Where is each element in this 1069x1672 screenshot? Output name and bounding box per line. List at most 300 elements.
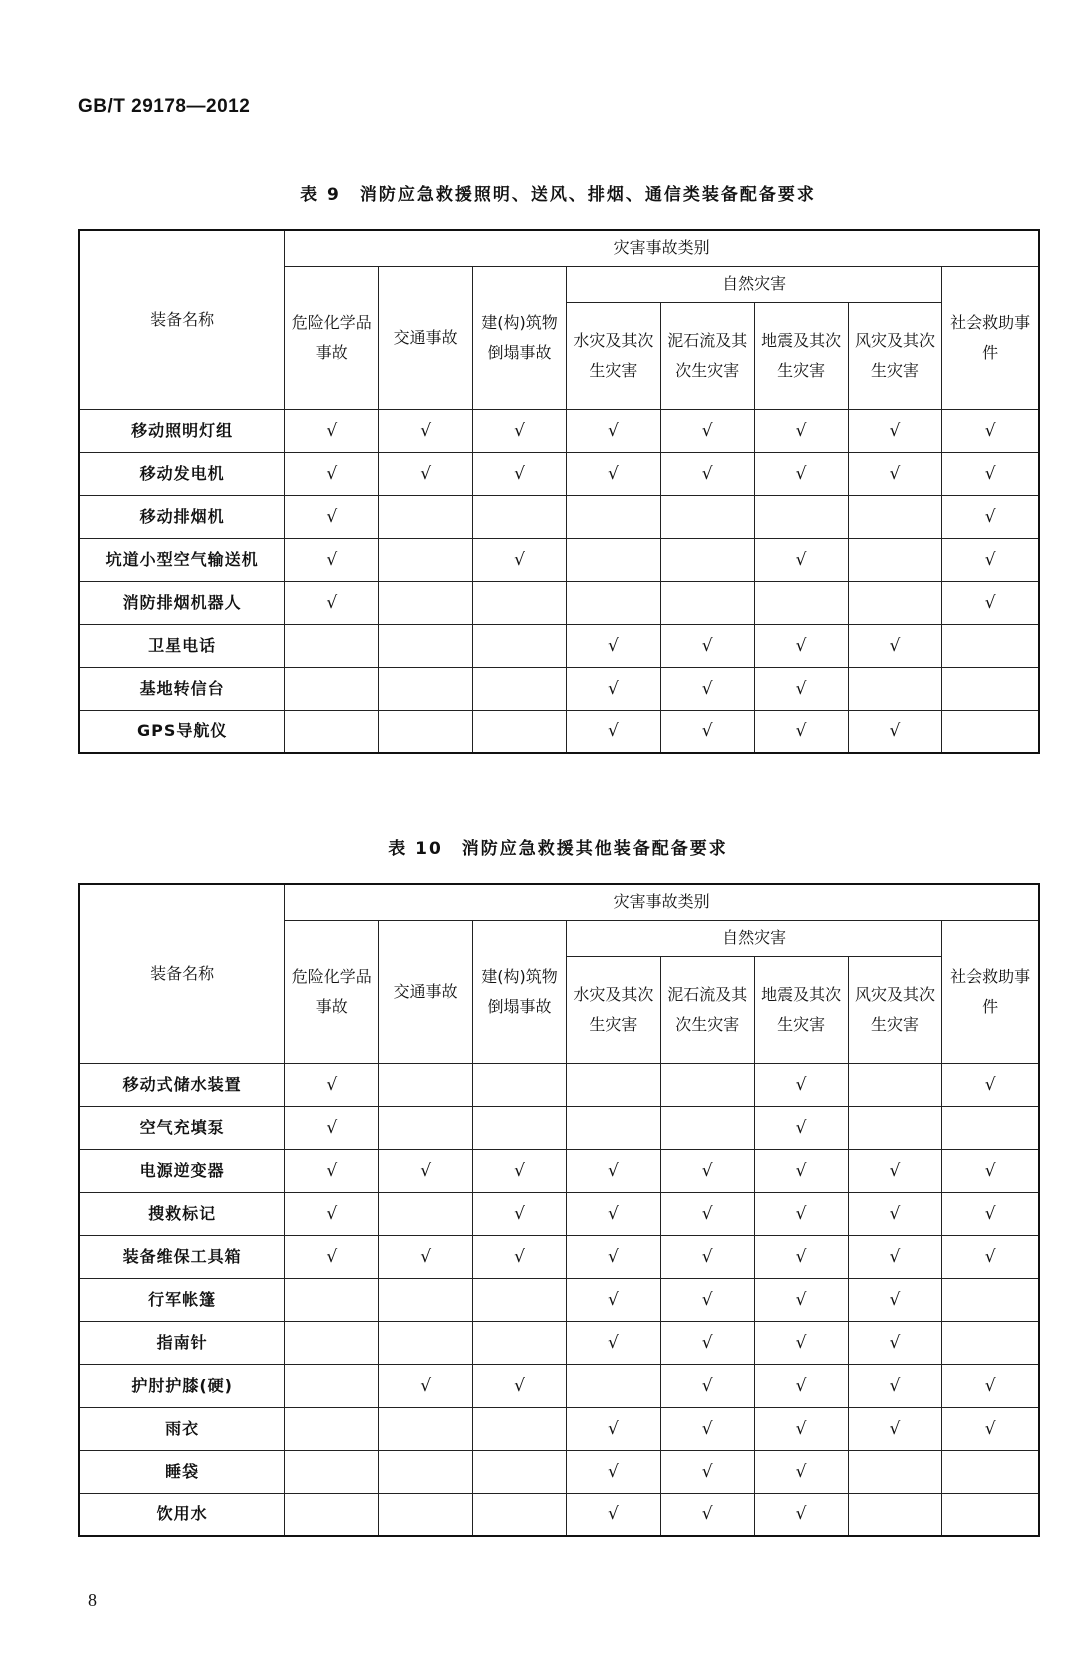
check-cell — [754, 1235, 848, 1278]
table-row — [79, 1407, 1039, 1450]
check-mark: √ — [889, 635, 901, 656]
check-mark: √ — [889, 463, 901, 484]
equipment-name: 搜救标记 — [79, 1192, 285, 1235]
check-mark: √ — [607, 678, 619, 699]
check-mark: √ — [984, 1418, 996, 1439]
check-cell — [660, 624, 754, 667]
check-cell — [473, 452, 567, 495]
check-mark: √ — [607, 721, 619, 742]
check-mark: √ — [701, 635, 713, 656]
check-mark: √ — [795, 549, 807, 570]
header-traffic: 交通事故 — [379, 266, 473, 409]
check-mark: √ — [984, 506, 996, 527]
header-natural-disaster: 自然灾害 — [566, 266, 941, 302]
check-cell — [754, 1063, 848, 1106]
check-cell — [754, 1493, 848, 1536]
check-cell — [566, 1407, 660, 1450]
check-mark: √ — [984, 463, 996, 484]
check-cell — [660, 667, 754, 710]
check-cell — [566, 667, 660, 710]
check-mark: √ — [701, 463, 713, 484]
check-cell — [473, 1235, 567, 1278]
check-cell — [379, 710, 473, 753]
table-row — [79, 409, 1039, 452]
header-collapse: 建(构)筑物倒塌事故 — [473, 266, 567, 409]
check-cell — [379, 1235, 473, 1278]
check-cell — [473, 1321, 567, 1364]
table-row — [79, 1235, 1039, 1278]
check-cell — [660, 495, 754, 538]
check-cell — [660, 1407, 754, 1450]
check-cell — [285, 581, 379, 624]
check-cell — [473, 1149, 567, 1192]
check-mark: √ — [701, 678, 713, 699]
check-mark: √ — [607, 1332, 619, 1353]
check-cell — [379, 409, 473, 452]
check-cell — [473, 495, 567, 538]
check-cell — [285, 1063, 379, 1106]
check-cell — [379, 538, 473, 581]
header-social-rescue: 社会救助事件 — [942, 920, 1039, 1063]
check-mark: √ — [889, 1375, 901, 1396]
check-mark: √ — [984, 592, 996, 613]
equipment-name: 饮用水 — [79, 1493, 285, 1536]
equipment-name: 雨衣 — [79, 1407, 285, 1450]
check-mark: √ — [420, 1160, 432, 1181]
equipment-name: 消防排烟机器人 — [79, 581, 285, 624]
equipment-name: 电源逆变器 — [79, 1149, 285, 1192]
check-cell — [566, 1106, 660, 1149]
check-mark: √ — [889, 1203, 901, 1224]
check-cell — [754, 409, 848, 452]
table-row — [79, 1192, 1039, 1235]
check-cell — [848, 1493, 942, 1536]
check-mark: √ — [514, 463, 525, 484]
equipment-name: 睡袋 — [79, 1450, 285, 1493]
check-mark: √ — [795, 1160, 807, 1181]
header-disaster-category: 灾害事故类别 — [285, 884, 1039, 920]
header-hazchem: 危险化学品事故 — [285, 920, 379, 1063]
check-cell — [379, 1321, 473, 1364]
check-cell — [473, 409, 567, 452]
check-mark: √ — [795, 420, 807, 441]
check-cell — [754, 1450, 848, 1493]
check-cell — [285, 1192, 379, 1235]
check-cell — [754, 1278, 848, 1321]
check-cell — [660, 710, 754, 753]
check-cell — [848, 1106, 942, 1149]
check-cell — [285, 1321, 379, 1364]
check-cell — [942, 581, 1039, 624]
header-natural-disaster: 自然灾害 — [566, 920, 941, 956]
header-flood: 水灾及其次生灾害 — [566, 956, 660, 1063]
check-cell — [285, 667, 379, 710]
check-cell — [848, 624, 942, 667]
check-mark: √ — [607, 1504, 619, 1525]
check-mark: √ — [514, 549, 525, 570]
check-cell — [566, 1192, 660, 1235]
check-mark: √ — [701, 1504, 713, 1525]
check-mark: √ — [701, 1418, 713, 1439]
check-cell — [754, 538, 848, 581]
check-mark: √ — [889, 1332, 901, 1353]
table-row — [79, 624, 1039, 667]
check-mark: √ — [795, 721, 807, 742]
check-cell — [754, 495, 848, 538]
table-10-caption: 表 10 消防应急救援其他装备配备要求 — [388, 839, 728, 859]
equipment-name: 指南针 — [79, 1321, 285, 1364]
check-mark: √ — [326, 1117, 338, 1138]
equipment-name: 护肘护膝(硬) — [79, 1364, 285, 1407]
check-cell — [566, 581, 660, 624]
check-cell — [285, 1278, 379, 1321]
check-mark: √ — [701, 1160, 713, 1181]
equipment-name: GPS导航仪 — [79, 710, 285, 753]
table-row — [79, 538, 1039, 581]
check-cell — [660, 1364, 754, 1407]
check-mark: √ — [701, 1332, 713, 1353]
check-mark: √ — [889, 1160, 901, 1181]
check-mark: √ — [607, 1418, 619, 1439]
check-cell — [379, 1149, 473, 1192]
check-mark: √ — [514, 1203, 525, 1224]
check-cell — [660, 1278, 754, 1321]
check-mark: √ — [984, 1074, 996, 1095]
check-cell — [942, 1364, 1039, 1407]
check-cell — [566, 1364, 660, 1407]
check-cell — [942, 1235, 1039, 1278]
check-mark: √ — [795, 1461, 807, 1482]
check-cell — [566, 710, 660, 753]
page-number: 8 — [88, 1590, 97, 1610]
check-mark: √ — [795, 1332, 807, 1353]
header-flood: 水灾及其次生灾害 — [566, 302, 660, 409]
check-cell — [379, 1063, 473, 1106]
check-cell — [473, 581, 567, 624]
check-cell — [942, 667, 1039, 710]
check-mark: √ — [701, 1246, 713, 1267]
standard-code: GB/T 29178—2012 — [78, 96, 251, 117]
check-cell — [285, 1106, 379, 1149]
check-cell — [848, 1321, 942, 1364]
check-cell — [473, 1192, 567, 1235]
check-cell — [754, 1364, 848, 1407]
equipment-name: 移动式储水装置 — [79, 1063, 285, 1106]
check-mark: √ — [326, 549, 338, 570]
check-mark: √ — [326, 1074, 338, 1095]
check-mark: √ — [701, 420, 713, 441]
check-cell — [848, 1407, 942, 1450]
check-cell — [566, 624, 660, 667]
check-cell — [848, 1450, 942, 1493]
check-cell — [942, 495, 1039, 538]
table-row — [79, 1493, 1039, 1536]
header-social-rescue: 社会救助事件 — [942, 266, 1039, 409]
check-cell — [942, 1106, 1039, 1149]
check-mark: √ — [984, 1375, 996, 1396]
equipment-name: 基地转信台 — [79, 667, 285, 710]
check-cell — [942, 1278, 1039, 1321]
check-cell — [473, 624, 567, 667]
header-earthquake: 地震及其次生灾害 — [754, 956, 848, 1063]
check-cell — [379, 624, 473, 667]
check-mark: √ — [795, 1289, 807, 1310]
check-cell — [566, 1149, 660, 1192]
check-cell — [848, 1149, 942, 1192]
check-mark: √ — [607, 1160, 619, 1181]
check-mark: √ — [701, 1203, 713, 1224]
table-9-caption: 表 9 消防应急救援照明、送风、排烟、通信类装备配备要求 — [300, 185, 816, 205]
check-cell — [285, 624, 379, 667]
check-cell — [566, 1235, 660, 1278]
check-mark: √ — [326, 506, 338, 527]
check-cell — [473, 1407, 567, 1450]
table-row — [79, 1063, 1039, 1106]
check-cell — [285, 710, 379, 753]
check-mark: √ — [326, 463, 338, 484]
check-cell — [754, 452, 848, 495]
check-cell — [660, 452, 754, 495]
check-cell — [754, 1192, 848, 1235]
header-equipment-name: 装备名称 — [79, 884, 285, 1063]
table-row — [79, 1450, 1039, 1493]
check-cell — [379, 452, 473, 495]
check-cell — [285, 1364, 379, 1407]
equipment-name: 移动排烟机 — [79, 495, 285, 538]
table-row — [79, 1321, 1039, 1364]
equipment-name: 行军帐篷 — [79, 1278, 285, 1321]
check-cell — [660, 1063, 754, 1106]
check-cell — [942, 1149, 1039, 1192]
check-cell — [566, 1063, 660, 1106]
check-cell — [379, 581, 473, 624]
check-cell — [942, 1063, 1039, 1106]
check-cell — [942, 1192, 1039, 1235]
check-cell — [566, 495, 660, 538]
check-mark: √ — [420, 1375, 432, 1396]
check-cell — [473, 1450, 567, 1493]
check-mark: √ — [607, 1203, 619, 1224]
check-mark: √ — [514, 1375, 525, 1396]
check-cell — [754, 1407, 848, 1450]
check-cell — [285, 409, 379, 452]
check-cell — [473, 710, 567, 753]
check-cell — [473, 1493, 567, 1536]
equipment-name: 装备维保工具箱 — [79, 1235, 285, 1278]
check-cell — [285, 1493, 379, 1536]
check-cell — [379, 1106, 473, 1149]
check-mark: √ — [795, 1504, 807, 1525]
table-row — [79, 495, 1039, 538]
check-mark: √ — [984, 420, 996, 441]
check-cell — [379, 1450, 473, 1493]
check-mark: √ — [795, 678, 807, 699]
check-cell — [754, 710, 848, 753]
check-mark: √ — [984, 549, 996, 570]
check-cell — [285, 1235, 379, 1278]
check-mark: √ — [889, 420, 901, 441]
check-cell — [754, 581, 848, 624]
check-cell — [848, 452, 942, 495]
check-mark: √ — [984, 1203, 996, 1224]
check-mark: √ — [795, 1117, 807, 1138]
check-cell — [566, 538, 660, 581]
check-mark: √ — [984, 1160, 996, 1181]
check-cell — [942, 1407, 1039, 1450]
check-cell — [379, 1278, 473, 1321]
check-cell — [942, 409, 1039, 452]
header-traffic: 交通事故 — [379, 920, 473, 1063]
header-collapse: 建(构)筑物倒塌事故 — [473, 920, 567, 1063]
equipment-name: 移动发电机 — [79, 452, 285, 495]
check-mark: √ — [326, 420, 338, 441]
check-cell — [848, 495, 942, 538]
check-cell — [942, 1450, 1039, 1493]
check-mark: √ — [795, 1074, 807, 1095]
table-row — [79, 1364, 1039, 1407]
check-cell — [942, 710, 1039, 753]
table-row — [79, 1278, 1039, 1321]
check-cell — [848, 1235, 942, 1278]
check-cell — [660, 1321, 754, 1364]
check-cell — [848, 1278, 942, 1321]
check-cell — [473, 1278, 567, 1321]
header-hazchem: 危险化学品事故 — [285, 266, 379, 409]
equipment-name: 移动照明灯组 — [79, 409, 285, 452]
check-cell — [848, 1364, 942, 1407]
check-mark: √ — [326, 1203, 338, 1224]
check-mark: √ — [889, 1418, 901, 1439]
check-mark: √ — [701, 1375, 713, 1396]
check-cell — [285, 452, 379, 495]
table-row — [79, 710, 1039, 753]
equipment-name: 空气充填泵 — [79, 1106, 285, 1149]
check-cell — [848, 1192, 942, 1235]
check-mark: √ — [889, 1289, 901, 1310]
check-cell — [942, 624, 1039, 667]
check-cell — [473, 1106, 567, 1149]
equipment-name: 卫星电话 — [79, 624, 285, 667]
table-row — [79, 1149, 1039, 1192]
check-cell — [660, 1493, 754, 1536]
check-mark: √ — [701, 721, 713, 742]
check-mark: √ — [889, 721, 901, 742]
check-mark: √ — [984, 1246, 996, 1267]
check-cell — [848, 409, 942, 452]
check-cell — [566, 1450, 660, 1493]
check-mark: √ — [420, 463, 432, 484]
check-cell — [660, 1235, 754, 1278]
check-cell — [754, 1149, 848, 1192]
check-cell — [473, 1063, 567, 1106]
check-cell — [660, 1149, 754, 1192]
check-cell — [566, 452, 660, 495]
check-mark: √ — [607, 420, 619, 441]
check-mark: √ — [607, 463, 619, 484]
check-cell — [379, 1407, 473, 1450]
check-cell — [285, 538, 379, 581]
header-equipment-name: 装备名称 — [79, 230, 285, 409]
check-cell — [848, 710, 942, 753]
check-mark: √ — [326, 1160, 338, 1181]
check-cell — [660, 581, 754, 624]
check-cell — [379, 667, 473, 710]
table-row — [79, 452, 1039, 495]
header-mudslide: 泥石流及其次生灾害 — [660, 302, 754, 409]
check-cell — [942, 1493, 1039, 1536]
check-cell — [473, 538, 567, 581]
check-mark: √ — [795, 635, 807, 656]
check-mark: √ — [795, 1418, 807, 1439]
check-cell — [848, 1063, 942, 1106]
check-mark: √ — [795, 1375, 807, 1396]
table-10 — [78, 883, 1040, 1537]
header-wind: 风灾及其次生灾害 — [848, 956, 942, 1063]
check-mark: √ — [607, 1289, 619, 1310]
check-mark: √ — [701, 1289, 713, 1310]
check-mark: √ — [514, 1246, 525, 1267]
check-cell — [285, 495, 379, 538]
check-cell — [660, 409, 754, 452]
check-cell — [848, 667, 942, 710]
check-mark: √ — [420, 1246, 432, 1267]
check-cell — [942, 538, 1039, 581]
check-cell — [379, 495, 473, 538]
check-mark: √ — [889, 1246, 901, 1267]
check-cell — [942, 452, 1039, 495]
check-cell — [660, 538, 754, 581]
check-mark: √ — [795, 463, 807, 484]
check-mark: √ — [514, 420, 525, 441]
equipment-name: 坑道小型空气输送机 — [79, 538, 285, 581]
check-cell — [473, 1364, 567, 1407]
table-row — [79, 581, 1039, 624]
table-row — [79, 1106, 1039, 1149]
check-cell — [566, 409, 660, 452]
check-cell — [473, 667, 567, 710]
check-mark: √ — [326, 1246, 338, 1267]
check-cell — [660, 1192, 754, 1235]
check-cell — [285, 1450, 379, 1493]
check-cell — [379, 1192, 473, 1235]
check-cell — [379, 1364, 473, 1407]
check-cell — [660, 1106, 754, 1149]
check-cell — [942, 1321, 1039, 1364]
check-cell — [754, 1106, 848, 1149]
check-mark: √ — [607, 635, 619, 656]
check-mark: √ — [420, 420, 432, 441]
check-mark: √ — [607, 1246, 619, 1267]
check-cell — [566, 1278, 660, 1321]
check-mark: √ — [326, 592, 338, 613]
header-mudslide: 泥石流及其次生灾害 — [660, 956, 754, 1063]
check-cell — [754, 624, 848, 667]
header-disaster-category: 灾害事故类别 — [285, 230, 1039, 266]
table-row — [79, 667, 1039, 710]
table-9 — [78, 229, 1040, 754]
check-cell — [285, 1407, 379, 1450]
check-mark: √ — [795, 1246, 807, 1267]
check-cell — [566, 1493, 660, 1536]
check-cell — [754, 1321, 848, 1364]
header-earthquake: 地震及其次生灾害 — [754, 302, 848, 409]
check-cell — [848, 581, 942, 624]
check-cell — [566, 1321, 660, 1364]
check-mark: √ — [795, 1203, 807, 1224]
check-mark: √ — [607, 1461, 619, 1482]
check-mark: √ — [514, 1160, 525, 1181]
check-cell — [379, 1493, 473, 1536]
